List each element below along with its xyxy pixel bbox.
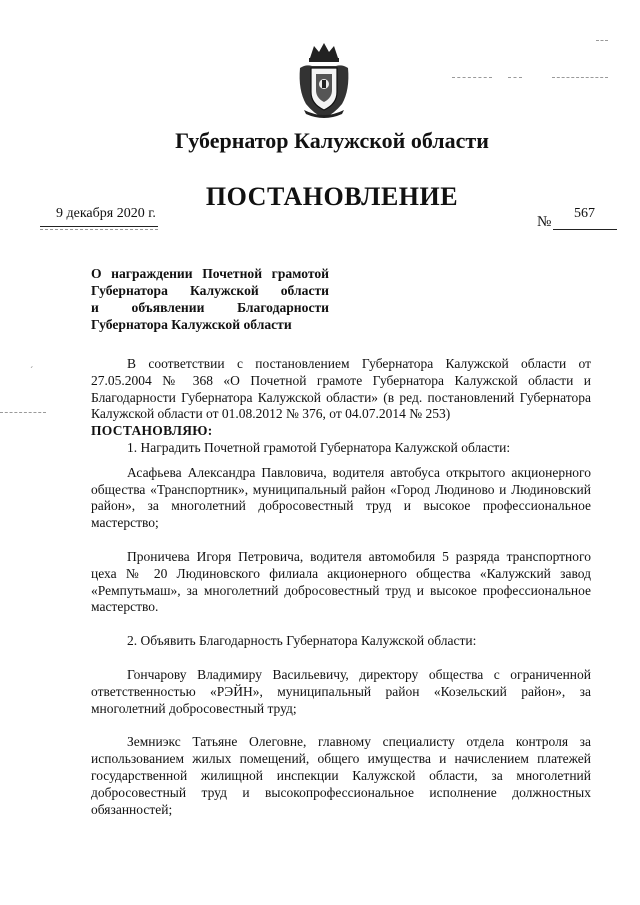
date-underline <box>40 226 158 227</box>
subject-line: О награждении Почетной грамотой <box>91 266 329 281</box>
authority-title: Губернатор Калужской области <box>175 128 489 153</box>
scan-artifact <box>596 40 608 41</box>
gratitude-entry: Гончарову Владимиру Васильевичу, директору общества с ограниченной ответственностью «РЭЙН», муниципальный район «Козельский район», за многолетний добросовестный труд; <box>91 666 591 716</box>
coat-of-arms-icon <box>296 40 352 120</box>
item-1-title: 1. Наградить Почетной грамотой Губернатора Калужской области: <box>127 439 511 455</box>
document-date: 9 декабря 2020 г. <box>56 206 156 221</box>
preamble-paragraph: В соответствии с постановлением Губернатора Калужской области от 27.05.2004 № 368 «О Почетной грамоте Губернатора Калужской области и Благодарности Губернатора Калужской области» (в ред. постановлений Губернатора Калужской области от 01.08.2012 № 376, от 04.07.2014 № 253) <box>91 356 591 422</box>
date-underline-dashed <box>40 229 158 230</box>
number-underline <box>553 229 617 230</box>
subject-line: Губернатора Калужской области <box>91 283 329 298</box>
document-number: 567 <box>574 206 595 221</box>
scan-artifact <box>552 77 608 78</box>
document-body <box>91 356 591 818</box>
gratitude-entry: Земниэкс Татьяне Олеговне, главному специалисту отдела контроля за использованием жилых помещений, общего имущества и начислением платежей государственной жилищной инспекции Калужской области, за многолетний добросовестный труд и высокопрофессиональное исполнение должностных обязанностей; <box>91 734 591 817</box>
scan-artifact <box>452 77 492 78</box>
subject-line: Губернатора Калужской области <box>91 317 292 332</box>
item-2-title: 2. Объявить Благодарность Губернатора Калужской области: <box>127 633 477 649</box>
scan-artifact <box>508 77 522 78</box>
document-subject <box>91 265 329 333</box>
document-type-title: ПОСТАНОВЛЕНИЕ <box>205 182 459 211</box>
scan-artifact <box>0 412 46 413</box>
resolve-heading: ПОСТАНОВЛЯЮ: <box>91 423 213 439</box>
award-entry: Асафьева Александра Павловича, водителя автобуса открытого акционерного общества «Транспортник», муниципальный район «Город Людиново и Людиновский район», за многолетний добросовестный труд и высокое профессиональное мастерство; <box>91 464 591 531</box>
scan-artifact: ˊ <box>30 366 34 377</box>
subject-line: и объявлении Благодарности <box>91 300 329 315</box>
award-entry: Проничева Игоря Петровича, водителя автомобиля 5 разряда транспортного цеха № 20 Людиновского филиала акционерного общества «Калужский завод «Ремпутьмаш», за многолетний добросовестный труд и высокое профессиональное мастерство. <box>91 548 591 615</box>
number-sign: № <box>537 214 552 230</box>
